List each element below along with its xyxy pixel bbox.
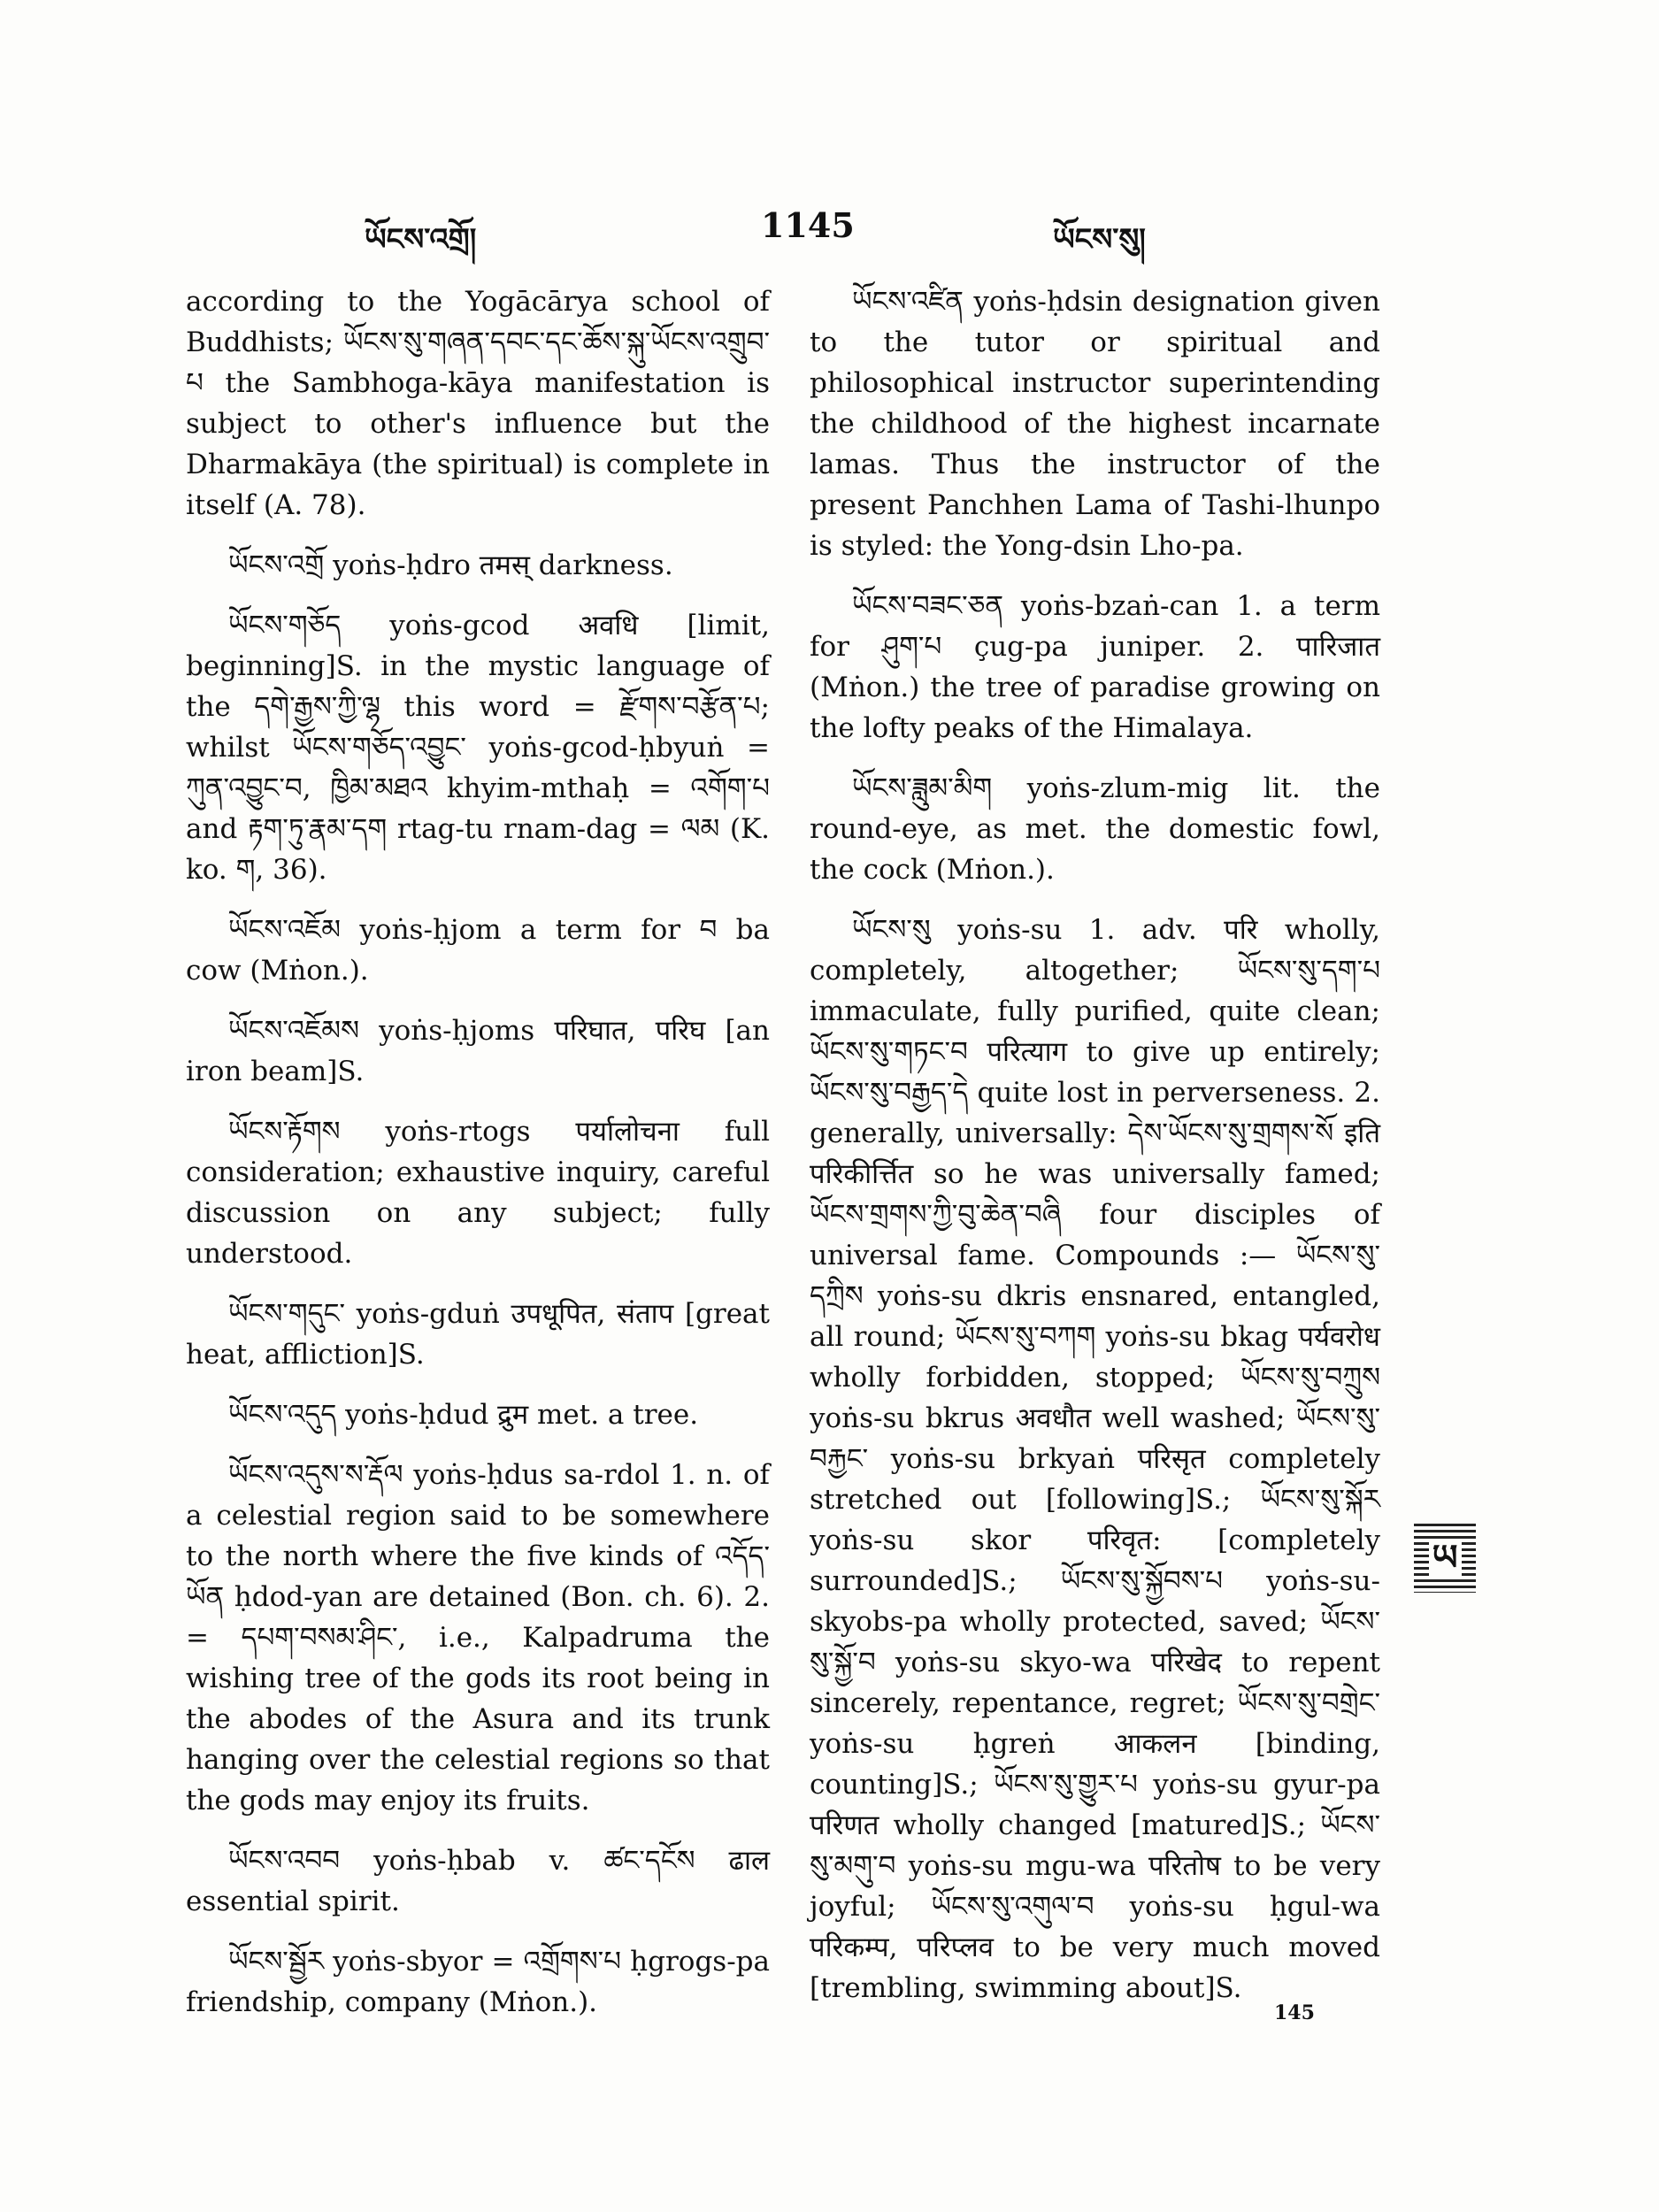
page-header: [0, 205, 1659, 258]
dictionary-entry: ཡོངས་ཟླུམ་མིག yoṅs-zlum-mig lit. the round-eye, as met. the domestic fowl, the cock (Mṅon.).: [810, 772, 1380, 886]
dictionary-entry: ཡོངས་འབབ yoṅs-ḥbab v. ཚང་དངོས ढाल essential spirit.: [186, 1845, 770, 1917]
dictionary-entry: ཡོངས་རྟོགས yoṅs-rtogs पर्यालोचना full consideration; exhaustive inquiry, careful discussion on any subject; fully understood.: [186, 1116, 770, 1270]
dictionary-entry: ཡོངས་འདུད yoṅs-ḥdud द्रुम met. a tree.: [228, 1399, 699, 1431]
dictionary-entry: ཡོངས་འཇོམས yoṅs-ḥjoms परिघात, परिघ [an iron beam]S.: [186, 1015, 770, 1087]
right-column: [810, 281, 1380, 2028]
thumb-index-tab: [1414, 1524, 1476, 1593]
dictionary-entry: ཡོངས་འཇོམ yoṅs-ḥjom a term for བ ba cow (Mṅon.).: [186, 914, 770, 987]
dictionary-entry: ཡོངས་འཛིན yoṅs-ḥdsin designation given to the tutor or spiritual and philosophical instructor superintending the childhood of the highest incarnate lamas. Thus the instructor of the present Panchhen Lama of Tashi-lhunpo is styled: the Yong-dsin Lho-pa.: [810, 286, 1380, 562]
header-right-guideword: ཡོངས་སུ།: [1053, 222, 1146, 257]
left-column: [186, 281, 770, 2042]
dictionary-entry: ཡོངས་གདུང་ yoṅs-gduṅ उपधूपित, संताप [great heat, affliction]S.: [186, 1298, 770, 1371]
dictionary-entry: ཡོངས་བཟང་ཅན yoṅs-bzaṅ-can 1. a term for ཤུག་པ çug-pa juniper. 2. पारिजात (Mṅon.) the tree of paradise growing on the lofty peaks of the Himalaya.: [810, 590, 1380, 744]
thumb-index-letter: ཡ: [1429, 1539, 1462, 1578]
signature-mark: 145: [1274, 2001, 1315, 2024]
dictionary-entry: ཡོངས་འདུས་ས་རྡོལ yoṅs-ḥdus sa-rdol 1. n. of a celestial region said to be somewhere to the north where the five kinds of འདོད་ཡོན ḥdod-yan are detained (Bon. ch. 6). 2. = དཔག་བསམ་ཤིང་, i.e., Kalpadruma the wishing tree of the gods its root being in the abodes of the Asura and its trunk hanging over the celestial regions so that the gods may enjoy its fruits.: [186, 1459, 770, 1816]
dictionary-entry: according to the Yogācārya school of Buddhists; ཡོངས་སུ་གཞན་དབང་དང་ཆོས་སྐུ་ཡོངས་འགྲུབ་པ the Sambhoga-kāya manifestation is subject to other's influence but the Dharmakāya (the spiritual) is complete in itself (A. 78).: [186, 286, 770, 521]
dictionary-entry: ཡོངས་སུ yoṅs-su 1. adv. परि wholly, completely, altogether; ཡོངས་སུ་དག་པ immaculate, fully purified, quite clean; ཡོངས་སུ་གཏང་བ परित्याग to give up entirely; ཡོངས་སུ་བརྒྱད་དེ quite lost in perverseness. 2. generally, universally: དེས་ཡོངས་སུ་གྲགས་སོ इति परिकीर्त्तित so he was universally famed; ཡོངས་གྲགས་ཀྱི་བུ་ཆེན་བཞི four disciples of universal fame. Compounds :— ཡོངས་སུ་དཀྲིས yoṅs-su dkris ensnared, entangled, all round; ཡོངས་སུ་བཀག yoṅs-su bkag पर्यवरोध wholly forbidden, stopped; ཡོངས་སུ་བཀྲུས yoṅs-su bkrus अवधौत well washed; ཡོངས་སུ་བརྐྱང་ yoṅs-su brkyaṅ परिसृत completely stretched out [following]S.; ཡོངས་སུ་སྐོར yoṅs-su skor परिवृत: [completely surrounded]S.; ཡོངས་སུ་སྐྱོབས་པ yoṅs-su-skyobs-pa wholly protected, saved; ཡོངས་སུ་སྐྱོ་བ yoṅs-su skyo-wa परिखेद to repent sincerely, repentance, regret; ཡོངས་སུ་བགྲེང་ yoṅs-su ḥgreṅ आकलन [binding, counting]S.; ཡོངས་སུ་གྱུར་པ yoṅs-su gyur-pa परिणत wholly changed [matured]S.; ཡོངས་སུ་མགུ་བ yoṅs-su mgu-wa परितोष to be very joyful; ཡོངས་སུ་འགུལ་བ yoṅs-su ḥgul-wa परिकम्प, परिप्लव to be very much moved [trembling, swimming about]S.: [810, 914, 1380, 2004]
dictionary-entry: ཡོངས་སྦྱོར yoṅs-sbyor = འགྲོགས་པ ḥgrogs-pa friendship, company (Mṅon.).: [186, 1946, 770, 2018]
header-left-guideword: ཡོངས་འགྲོ།: [365, 222, 477, 257]
page-number: 1145: [761, 205, 855, 245]
dictionary-entry: ཡོངས་འགྲོ yoṅs-ḥdro तमस् darkness.: [228, 549, 673, 581]
dictionary-entry: ཡོངས་གཅོད yoṅs-gcod अवधि [limit, beginning]S. in the mystic language of the དགེ་རྒྱས་ཀྱི་ལྷ this word = རྫོགས་བརྩོན་པ; whilst ཡོངས་གཅོད་འབྱུང་ yoṅs-gcod-ḥbyuṅ = ཀུན་འབྱུང་བ, ཁྱིམ་མཐའ khyim-mthaḥ = འགོག་པ and རྟག་ཏུ་རྣམ་དག rtag-tu rnam-dag = ལམ (K. ko. ག, 36).: [186, 610, 770, 886]
